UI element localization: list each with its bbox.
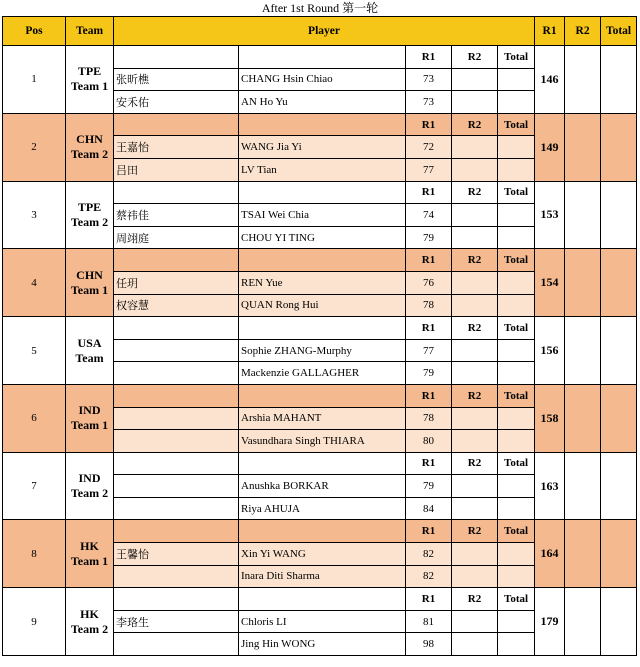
team-r2-cell (565, 317, 601, 385)
player-total-score (498, 271, 535, 294)
player-chinese-name (114, 407, 239, 430)
player-chinese-name (114, 565, 239, 588)
sub-header-total: Total (498, 384, 535, 407)
player-r1-score: 74 (406, 204, 452, 227)
player-r2-score (452, 362, 498, 385)
player-name: Jing Hin WONG (239, 633, 406, 656)
player-chinese-name (114, 497, 239, 520)
position-cell: 6 (3, 384, 66, 452)
header-player: Player (114, 17, 535, 46)
team-total-cell (601, 452, 637, 520)
name-header-cell (239, 113, 406, 136)
player-chinese-name: 李珞生 (114, 610, 239, 633)
sub-header-r2: R2 (452, 384, 498, 407)
name-header-cell (239, 249, 406, 272)
player-chinese-name: 权容慧 (114, 294, 239, 317)
team-country: IND (78, 471, 101, 486)
player-chinese-name: 安禾佑 (114, 91, 239, 114)
sub-header-total: Total (498, 249, 535, 272)
player-r2-score (452, 633, 498, 656)
team-r1-total: 163 (535, 452, 565, 520)
position-cell: 4 (3, 249, 66, 317)
team-total-cell (601, 181, 637, 249)
player-r2-score (452, 565, 498, 588)
team-number: Team 1 (70, 418, 109, 433)
team-cell (66, 317, 114, 385)
sub-header-r1: R1 (406, 384, 452, 407)
sub-header-total: Total (498, 452, 535, 475)
player-total-score (498, 497, 535, 520)
team-r1-total: 179 (535, 588, 565, 656)
team-r2-cell (565, 452, 601, 520)
team-row (3, 113, 637, 136)
team-cell (66, 588, 114, 656)
team-r1-total: 156 (535, 317, 565, 385)
player-r2-score (452, 339, 498, 362)
player-name: Chloris LI (239, 610, 406, 633)
player-name: Anushka BORKAR (239, 475, 406, 498)
player-r1-score: 79 (406, 362, 452, 385)
player-total-score (498, 475, 535, 498)
team-row (3, 520, 637, 543)
sub-header-r1: R1 (406, 317, 452, 340)
player-r1-score: 72 (406, 136, 452, 159)
team-cell (66, 181, 114, 249)
player-name: Riya AHUJA (239, 497, 406, 520)
player-r1-score: 76 (406, 271, 452, 294)
sub-header-total: Total (498, 181, 535, 204)
cn-name-header-cell (114, 46, 239, 69)
team-number: Team (75, 350, 104, 365)
sub-header-r1: R1 (406, 181, 452, 204)
player-r1-score: 84 (406, 497, 452, 520)
player-total-score (498, 362, 535, 385)
player-name: Inara Diti Sharma (239, 565, 406, 588)
player-chinese-name (114, 430, 239, 453)
team-cell (66, 384, 114, 452)
team-number: Team 1 (70, 553, 109, 568)
player-name: Vasundhara Singh THIARA (239, 430, 406, 453)
player-total-score (498, 294, 535, 317)
team-r1-total: 146 (535, 46, 565, 114)
team-country: TPE (77, 199, 102, 214)
cn-name-header-cell (114, 317, 239, 340)
sub-header-r1: R1 (406, 452, 452, 475)
player-r1-score: 80 (406, 430, 452, 453)
team-cell (66, 113, 114, 181)
player-r2-score (452, 407, 498, 430)
player-r1-score: 77 (406, 158, 452, 181)
team-r1-total: 158 (535, 384, 565, 452)
team-number: Team 1 (70, 282, 109, 297)
player-total-score (498, 158, 535, 181)
player-name: Xin Yi WANG (239, 543, 406, 566)
player-name: WANG Jia Yi (239, 136, 406, 159)
team-country: HK (80, 606, 99, 621)
position-cell: 2 (3, 113, 66, 181)
player-total-score (498, 430, 535, 453)
player-chinese-name (114, 633, 239, 656)
sub-header-r1: R1 (406, 113, 452, 136)
player-name: Arshia MAHANT (239, 407, 406, 430)
player-r1-score: 82 (406, 543, 452, 566)
cn-name-header-cell (114, 181, 239, 204)
team-row (3, 452, 637, 475)
player-total-score (498, 565, 535, 588)
sub-header-r1: R1 (406, 520, 452, 543)
sub-header-r2: R2 (452, 520, 498, 543)
team-total-cell (601, 46, 637, 114)
name-header-cell (239, 520, 406, 543)
header-r1: R1 (535, 17, 565, 46)
name-header-cell (239, 384, 406, 407)
sub-header-r2: R2 (452, 317, 498, 340)
name-header-cell (239, 181, 406, 204)
player-r2-score (452, 91, 498, 114)
cn-name-header-cell (114, 452, 239, 475)
player-r2-score (452, 610, 498, 633)
sub-header-total: Total (498, 588, 535, 611)
player-total-score (498, 339, 535, 362)
cn-name-header-cell (114, 249, 239, 272)
player-name: Sophie ZHANG-Murphy (239, 339, 406, 362)
cn-name-header-cell (114, 520, 239, 543)
player-r1-score: 78 (406, 407, 452, 430)
sub-header-r2: R2 (452, 181, 498, 204)
player-r2-score (452, 271, 498, 294)
team-row (3, 588, 637, 611)
position-cell: 1 (3, 46, 66, 114)
team-number: Team 1 (70, 79, 109, 94)
player-chinese-name (114, 339, 239, 362)
cn-name-header-cell (114, 113, 239, 136)
position-cell: 3 (3, 181, 66, 249)
player-total-score (498, 91, 535, 114)
team-r1-total: 149 (535, 113, 565, 181)
player-r2-score (452, 294, 498, 317)
team-total-cell (601, 384, 637, 452)
player-name: CHANG Hsin Chiao (239, 68, 406, 91)
player-name: QUAN Rong Hui (239, 294, 406, 317)
player-r2-score (452, 68, 498, 91)
team-r2-cell (565, 384, 601, 452)
player-r2-score (452, 497, 498, 520)
player-r1-score: 81 (406, 610, 452, 633)
sub-header-r2: R2 (452, 46, 498, 69)
team-country: HK (80, 538, 99, 553)
sub-header-total: Total (498, 520, 535, 543)
player-r1-score: 98 (406, 633, 452, 656)
player-total-score (498, 226, 535, 249)
team-total-cell (601, 520, 637, 588)
player-chinese-name: 张昕樵 (114, 68, 239, 91)
header-total: Total (601, 17, 637, 46)
team-cell (66, 249, 114, 317)
player-r2-score (452, 136, 498, 159)
player-r1-score: 77 (406, 339, 452, 362)
sub-header-r2: R2 (452, 452, 498, 475)
team-r1-total: 153 (535, 181, 565, 249)
sub-header-r2: R2 (452, 249, 498, 272)
sub-header-r1: R1 (406, 46, 452, 69)
team-r2-cell (565, 249, 601, 317)
player-r2-score (452, 204, 498, 227)
team-country: CHN (76, 132, 103, 147)
position-cell: 5 (3, 317, 66, 385)
name-header-cell (239, 452, 406, 475)
team-number: Team 2 (70, 147, 109, 162)
leaderboard-body (3, 46, 637, 656)
team-row (3, 249, 637, 272)
team-r2-cell (565, 520, 601, 588)
player-name: CHOU YI TING (239, 226, 406, 249)
team-r1-total: 154 (535, 249, 565, 317)
player-name: LV Tian (239, 158, 406, 181)
player-name: Mackenzie GALLAGHER (239, 362, 406, 385)
position-cell: 8 (3, 520, 66, 588)
player-chinese-name: 任玥 (114, 271, 239, 294)
cn-name-header-cell (114, 588, 239, 611)
team-row (3, 317, 637, 340)
position-cell: 7 (3, 452, 66, 520)
team-r2-cell (565, 113, 601, 181)
team-row (3, 384, 637, 407)
player-total-score (498, 610, 535, 633)
player-r2-score (452, 158, 498, 181)
team-country: CHN (76, 267, 103, 282)
player-chinese-name: 蔡祎佳 (114, 204, 239, 227)
player-chinese-name: 王馨怡 (114, 543, 239, 566)
team-r2-cell (565, 588, 601, 656)
player-total-score (498, 633, 535, 656)
team-row (3, 46, 637, 69)
team-number: Team 2 (70, 621, 109, 636)
player-r1-score: 82 (406, 565, 452, 588)
leaderboard-table (2, 16, 637, 656)
team-r1-total: 164 (535, 520, 565, 588)
team-cell (66, 520, 114, 588)
name-header-cell (239, 317, 406, 340)
player-r1-score: 78 (406, 294, 452, 317)
team-total-cell (601, 588, 637, 656)
page-title: After 1st Round 第一轮 (261, 1, 379, 15)
player-r1-score: 79 (406, 475, 452, 498)
team-row (3, 181, 637, 204)
sub-header-r2: R2 (452, 588, 498, 611)
player-r2-score (452, 543, 498, 566)
team-number: Team 2 (70, 214, 109, 229)
sub-header-r2: R2 (452, 113, 498, 136)
team-country: TPE (77, 64, 102, 79)
team-total-cell (601, 113, 637, 181)
sub-header-total: Total (498, 113, 535, 136)
cn-name-header-cell (114, 384, 239, 407)
sub-header-total: Total (498, 317, 535, 340)
team-country: USA (77, 335, 102, 350)
team-total-cell (601, 249, 637, 317)
sub-header-r1: R1 (406, 588, 452, 611)
player-chinese-name: 王嘉怡 (114, 136, 239, 159)
header-pos: Pos (3, 17, 66, 46)
team-country: IND (78, 403, 101, 418)
player-r2-score (452, 226, 498, 249)
name-header-cell (239, 46, 406, 69)
header-r2: R2 (565, 17, 601, 46)
header-team: Team (66, 17, 114, 46)
sub-header-r1: R1 (406, 249, 452, 272)
player-name: REN Yue (239, 271, 406, 294)
team-total-cell (601, 317, 637, 385)
team-cell (66, 452, 114, 520)
player-r1-score: 73 (406, 68, 452, 91)
player-r1-score: 79 (406, 226, 452, 249)
player-chinese-name (114, 475, 239, 498)
player-chinese-name (114, 362, 239, 385)
player-r2-score (452, 430, 498, 453)
player-total-score (498, 407, 535, 430)
player-chinese-name: 周翊庭 (114, 226, 239, 249)
team-cell (66, 46, 114, 114)
sub-header-total: Total (498, 46, 535, 69)
player-chinese-name: 吕田 (114, 158, 239, 181)
team-r2-cell (565, 46, 601, 114)
player-total-score (498, 543, 535, 566)
player-r1-score: 73 (406, 91, 452, 114)
player-total-score (498, 136, 535, 159)
position-cell: 9 (3, 588, 66, 656)
player-total-score (498, 68, 535, 91)
header-row (3, 17, 637, 46)
player-total-score (498, 204, 535, 227)
team-r2-cell (565, 181, 601, 249)
team-number: Team 2 (70, 486, 109, 501)
name-header-cell (239, 588, 406, 611)
player-r2-score (452, 475, 498, 498)
player-name: AN Ho Yu (239, 91, 406, 114)
player-name: TSAI Wei Chia (239, 204, 406, 227)
